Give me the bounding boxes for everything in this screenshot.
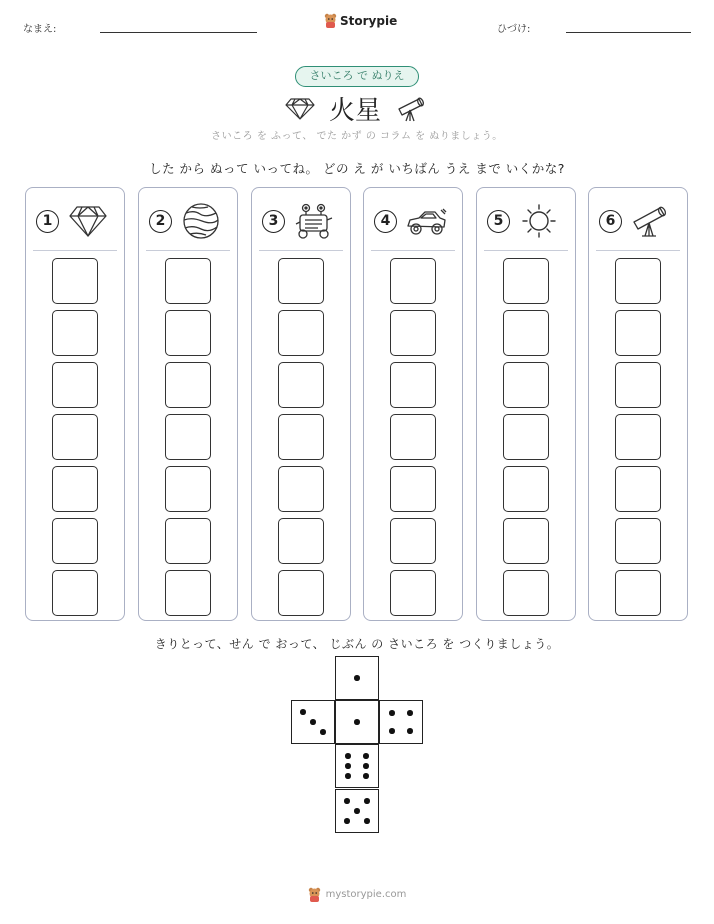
dice-pip xyxy=(344,798,350,804)
color-box[interactable] xyxy=(390,258,436,304)
column-divider xyxy=(371,250,455,251)
dice-pip xyxy=(363,773,369,779)
dice-face-3 xyxy=(291,700,335,744)
color-box[interactable] xyxy=(615,570,661,616)
color-box[interactable] xyxy=(390,414,436,460)
color-box[interactable] xyxy=(52,258,98,304)
date-label: ひづけ: xyxy=(497,24,531,35)
color-box[interactable] xyxy=(503,570,549,616)
column-divider xyxy=(259,250,343,251)
color-box[interactable] xyxy=(52,466,98,512)
dice-pip xyxy=(354,808,360,814)
dice-face-6 xyxy=(335,744,379,788)
rover-robot-icon xyxy=(293,202,335,240)
color-box[interactable] xyxy=(165,570,211,616)
dice-pip xyxy=(310,719,316,725)
column-1 xyxy=(25,187,125,621)
column-number: 3 xyxy=(262,210,285,233)
car-icon xyxy=(405,202,447,240)
telescope-icon xyxy=(630,202,672,240)
color-box[interactable] xyxy=(278,570,324,616)
sun-icon xyxy=(518,202,560,240)
brand-name: Storypie xyxy=(340,13,398,28)
dice-pip xyxy=(364,798,370,804)
storypie-logo xyxy=(324,13,397,28)
dice-face-4 xyxy=(379,700,423,744)
column-number: 5 xyxy=(487,210,510,233)
color-box[interactable] xyxy=(165,414,211,460)
color-box[interactable] xyxy=(390,518,436,564)
color-box[interactable] xyxy=(52,518,98,564)
planet-icon xyxy=(180,202,222,240)
color-box[interactable] xyxy=(503,466,549,512)
column-number: 2 xyxy=(149,210,172,233)
instruction: した から ぬって いってね。 どの え が いちばん うえ まで いくかな? xyxy=(149,161,565,176)
color-box[interactable] xyxy=(52,570,98,616)
dice-face-1 xyxy=(335,700,379,744)
column-divider xyxy=(484,250,568,251)
dice-face-1 xyxy=(335,656,379,700)
bear-mascot-icon xyxy=(308,887,321,902)
dice-pip xyxy=(320,729,326,735)
color-box[interactable] xyxy=(52,414,98,460)
subtitle: さいころ を ふって、 でた かず の コラム を ぬりましょう。 xyxy=(211,131,503,142)
color-box[interactable] xyxy=(503,518,549,564)
dice-pip xyxy=(363,763,369,769)
diamond-icon xyxy=(285,98,315,120)
color-box[interactable] xyxy=(278,362,324,408)
column-4 xyxy=(363,187,463,621)
color-box[interactable] xyxy=(390,362,436,408)
color-box[interactable] xyxy=(278,310,324,356)
column-2 xyxy=(138,187,238,621)
name-label: なまえ: xyxy=(23,24,57,35)
column-number: 6 xyxy=(599,210,622,233)
dice-pip xyxy=(389,710,395,716)
color-box[interactable] xyxy=(503,310,549,356)
telescope-icon xyxy=(395,95,429,123)
color-box[interactable] xyxy=(165,518,211,564)
dice-pip xyxy=(345,753,351,759)
color-box[interactable] xyxy=(390,310,436,356)
column-number: 1 xyxy=(36,210,59,233)
color-box[interactable] xyxy=(615,466,661,512)
diamond-icon xyxy=(67,202,109,240)
column-3 xyxy=(251,187,351,621)
bear-mascot-icon xyxy=(324,13,337,28)
dice-pip xyxy=(363,753,369,759)
page-title: 火星 xyxy=(328,96,381,126)
color-box[interactable] xyxy=(615,518,661,564)
color-box[interactable] xyxy=(615,310,661,356)
column-6 xyxy=(588,187,688,621)
column-number: 4 xyxy=(374,210,397,233)
color-box[interactable] xyxy=(615,258,661,304)
title-row xyxy=(0,90,714,127)
column-divider xyxy=(146,250,230,251)
color-box[interactable] xyxy=(503,414,549,460)
color-box[interactable] xyxy=(390,570,436,616)
color-box[interactable] xyxy=(615,414,661,460)
dice-pip xyxy=(407,710,413,716)
color-box[interactable] xyxy=(165,466,211,512)
color-box[interactable] xyxy=(278,258,324,304)
dice-pip xyxy=(344,818,350,824)
dice-pip xyxy=(300,709,306,715)
date-line[interactable] xyxy=(566,32,691,33)
cut-instruction: きりとって、せん で おって、 じぶん の さいころ を つくりましょう。 xyxy=(154,637,560,651)
activity-badge: さいころ で ぬりえ xyxy=(295,66,419,87)
footer xyxy=(0,887,714,902)
color-box[interactable] xyxy=(165,310,211,356)
dice-pip xyxy=(389,728,395,734)
color-box[interactable] xyxy=(390,466,436,512)
dice-face-5 xyxy=(335,789,379,833)
color-box[interactable] xyxy=(278,414,324,460)
column-5 xyxy=(476,187,576,621)
dice-pip xyxy=(345,763,351,769)
color-box[interactable] xyxy=(165,258,211,304)
name-line[interactable] xyxy=(100,32,257,33)
column-divider xyxy=(596,250,680,251)
dice-pip xyxy=(407,728,413,734)
column-divider xyxy=(33,250,117,251)
color-box[interactable] xyxy=(278,466,324,512)
color-box[interactable] xyxy=(503,258,549,304)
dice-pip xyxy=(354,719,360,725)
color-box[interactable] xyxy=(52,310,98,356)
dice-pip xyxy=(364,818,370,824)
color-box[interactable] xyxy=(278,518,324,564)
color-box[interactable] xyxy=(165,362,211,408)
color-box[interactable] xyxy=(52,362,98,408)
dice-pip xyxy=(345,773,351,779)
color-box[interactable] xyxy=(503,362,549,408)
color-box[interactable] xyxy=(615,362,661,408)
dice-pip xyxy=(354,675,360,681)
footer-url[interactable]: mystorypie.com xyxy=(325,889,407,900)
